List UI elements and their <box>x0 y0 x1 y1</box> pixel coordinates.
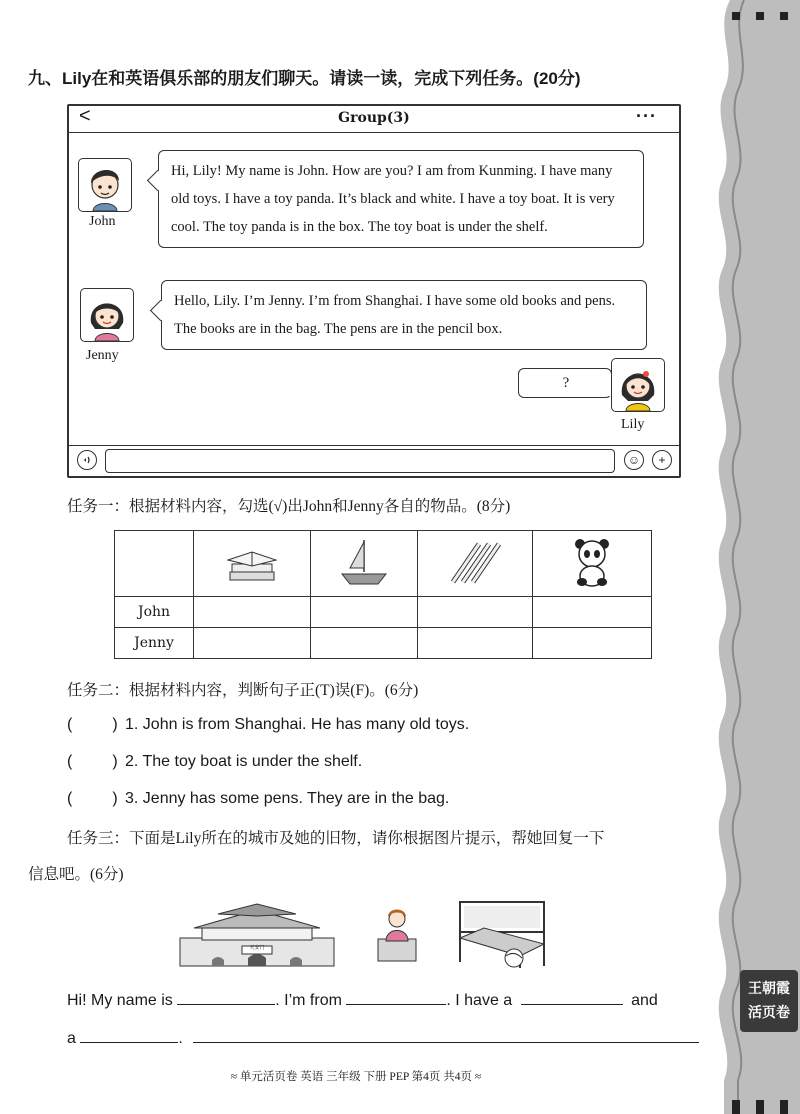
task3-title-line1: 任务三：下面是Lily所在的城市及她的旧物，请你根据图片提示，帮她回复一下 <box>67 830 605 847</box>
john-message: Hi, Lily! My name is John. How are you? I am from Kunming. I have many old toys. I have a toy panda. It’s black and white. I have a toy boat. It is very cool. The toy panda is in the box. The toy boat is under the shelf. <box>158 150 644 248</box>
check-cell[interactable] <box>533 597 652 628</box>
city-blank[interactable] <box>346 988 446 1005</box>
row-label-jenny: Jenny <box>115 628 194 659</box>
reply-part-6: . <box>178 1030 183 1047</box>
reply-line-1 <box>67 988 695 1010</box>
reply-part-2: . I’m from <box>275 992 342 1009</box>
task2-title: 任务二：根据材料内容，判断句子正(T)误(F)。(6分) <box>67 682 419 699</box>
check-cell[interactable] <box>418 628 533 659</box>
lily-name: Lily <box>621 417 645 432</box>
reply-part-4: and <box>631 992 658 1009</box>
object1-blank[interactable] <box>521 988 623 1005</box>
table-corner <box>115 531 194 597</box>
pens-icon <box>418 531 533 597</box>
john-avatar <box>78 158 132 212</box>
jenny-name: Jenny <box>86 348 119 363</box>
page-footer: ≈ 单元活页卷 英语 三年级 下册 PEP 第4页 共4页 ≈ <box>230 1071 482 1083</box>
emoji-icon[interactable]: ☺ <box>624 450 644 470</box>
answer-blank[interactable]: ( ) <box>67 790 118 807</box>
chat-header <box>69 106 679 133</box>
answer-blank[interactable]: ( ) <box>67 716 118 733</box>
extra-blank[interactable] <box>193 1026 699 1043</box>
check-cell[interactable] <box>533 628 652 659</box>
check-cell[interactable] <box>311 628 418 659</box>
task3-title-line2: 信息吧。(6分) <box>28 866 124 883</box>
toy-panda-icon <box>533 531 652 597</box>
reply-line-2 <box>67 1026 695 1048</box>
chat-window <box>67 104 681 478</box>
check-cell[interactable] <box>418 597 533 628</box>
statement-text: 1. John is from Shanghai. He has many old toys. <box>125 716 470 733</box>
books-icon <box>194 531 311 597</box>
brand-name: 王朝霞 <box>748 981 790 997</box>
reply-part-3: . I have a <box>446 992 513 1009</box>
row-label-john: John <box>115 597 194 628</box>
john-name: John <box>89 214 116 229</box>
statement-1 <box>67 716 469 734</box>
toy-boat-icon <box>311 531 418 597</box>
task1-table <box>114 530 652 659</box>
statement-2 <box>67 753 362 771</box>
statement-text: 3. Jenny has some pens. They are in the bag. <box>125 790 450 807</box>
binding-strip <box>712 0 800 1114</box>
chat-group-title: Group(3) <box>338 110 410 126</box>
statement-3 <box>67 790 449 808</box>
back-icon[interactable]: < <box>79 105 91 127</box>
lily-message: ? <box>518 368 612 398</box>
bed-picture <box>456 898 548 970</box>
message-input[interactable] <box>105 449 615 473</box>
name-blank[interactable] <box>177 988 275 1005</box>
chat-input-bar <box>69 445 679 476</box>
plus-icon[interactable]: + <box>652 450 672 470</box>
statement-text: 2. The toy boat is under the shelf. <box>125 753 363 770</box>
task1-title: 任务一：根据材料内容，勾选(√)出John和Jenny各自的物品。(8分) <box>67 498 511 515</box>
jenny-message: Hello, Lily. I’m Jenny. I’m from Shanghai. I have some old books and pens. The books are in the bag. The pens are in the pencil box. <box>161 280 647 350</box>
answer-blank[interactable]: ( ) <box>67 753 118 770</box>
reply-part-1: Hi! My name is <box>67 992 173 1009</box>
reply-part-5: a <box>67 1030 76 1047</box>
object2-blank[interactable] <box>80 1026 178 1043</box>
check-cell[interactable] <box>194 628 311 659</box>
jenny-avatar <box>80 288 134 342</box>
check-cell[interactable] <box>194 597 311 628</box>
doll-in-box-picture <box>374 905 420 963</box>
brand-logo <box>742 978 796 1022</box>
gate-sign: 天安门 <box>249 945 265 951</box>
more-icon[interactable]: ··· <box>636 106 657 126</box>
lily-avatar <box>611 358 665 412</box>
brand-subtitle: 活页卷 <box>748 1005 790 1021</box>
tiananmen-picture <box>178 902 336 968</box>
question-title: 九、Lily在和英语俱乐部的朋友们聊天。请读一读，完成下列任务。(20分) <box>28 69 581 88</box>
check-cell[interactable] <box>311 597 418 628</box>
voice-icon[interactable] <box>77 450 97 470</box>
